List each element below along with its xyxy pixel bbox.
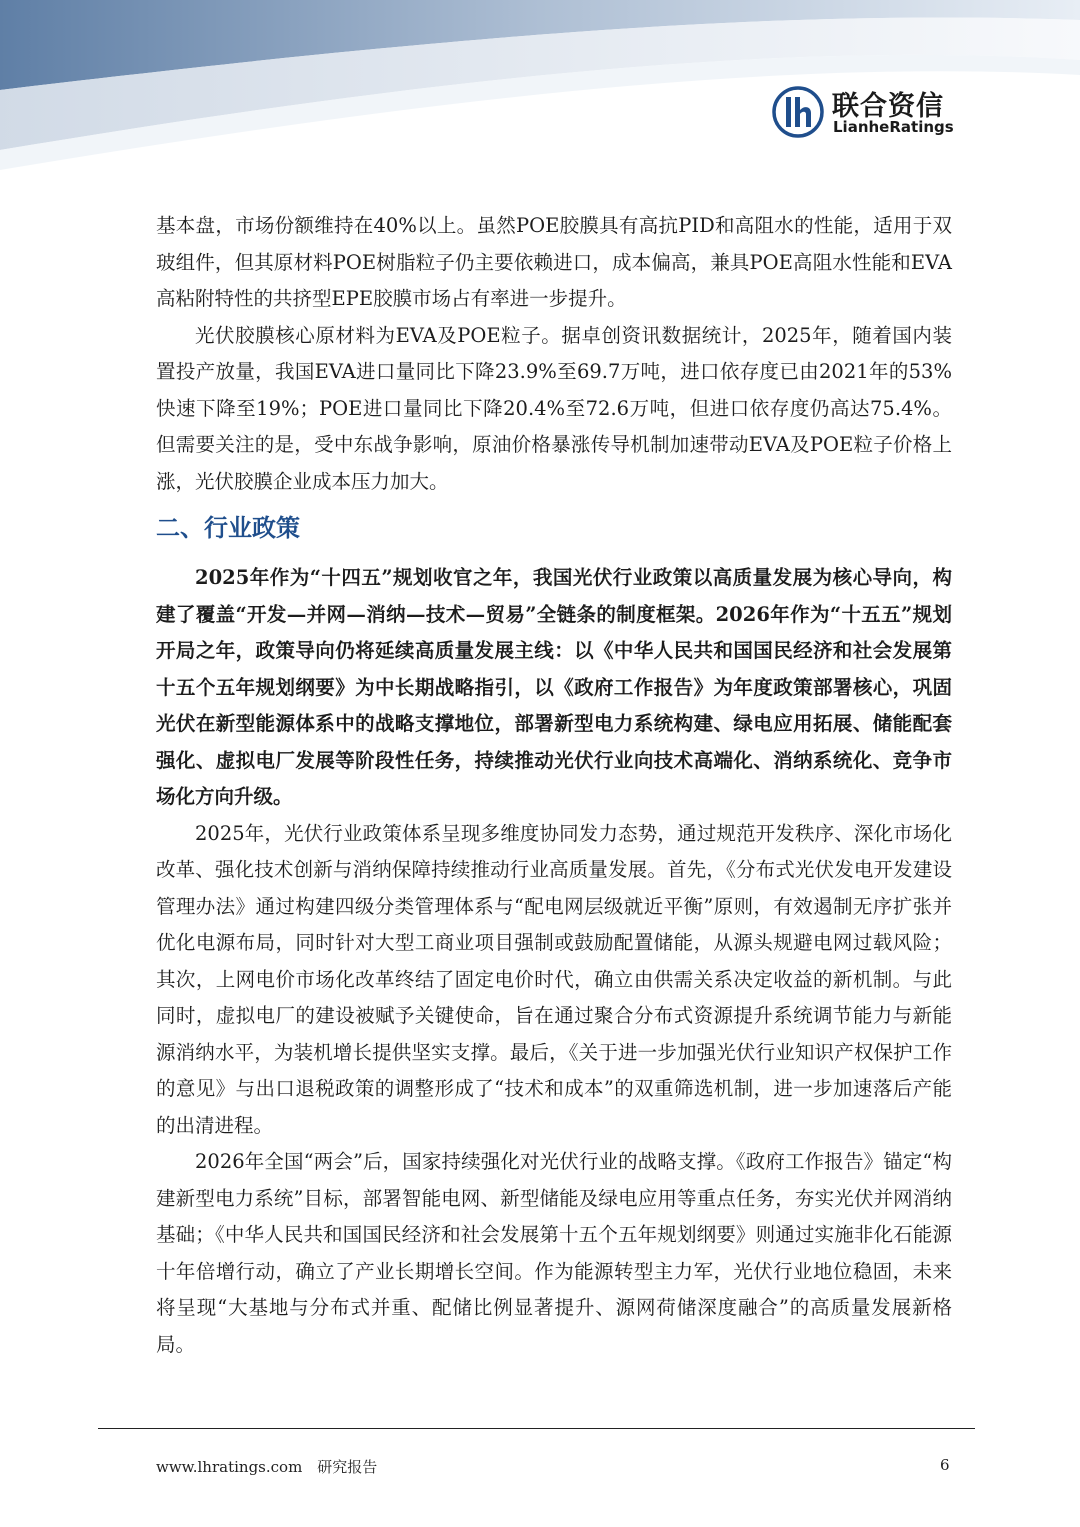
section-heading: 二、行业政策: [156, 514, 300, 542]
logo-chinese-name: 联合资信: [832, 91, 944, 122]
lianhe-logo-icon: [772, 86, 824, 138]
logo-english-name: LianheRatings: [833, 118, 954, 136]
footer-divider: [98, 1428, 975, 1429]
paragraph-5: 2026年全国“两会”后，国家持续强化对光伏行业的战略支撑。《政府工作报告》锚定“构建新型电力系统”目标，部署智能电网、新型储能及绿电应用等重点任务，夯实光伏并网消纳基础；《中华人民共和国国民经济和社会发展第十五个五年规划纲要》则通过实施非化石能源十年倍增行动，确立了产业长期增长空间。作为能源转型主力军，光伏行业地位稳固，未来将呈现“大基地与分布式并重、配储比例显著提升、源网荷储深度融合”的高质量发展新格局。: [156, 1150, 952, 1356]
paragraph-2: 光伏胶膜核心原材料为EVA及POE粒子。据卓创资讯数据统计，2025年，随着国内装置投产放量，我国EVA进口量同比下降23.9%至69.7万吨，进口依存度已由2021年的53%快速下降至19%；POE进口量同比下降20.4%至72.6万吨，但进口依存度仍高达75.4%。但需要关注的是，受中东战争影响，原油价格暴涨传导机制加速带动EVA及POE粒子价格上涨，光伏胶膜企业成本压力加大。: [156, 323, 952, 493]
company-logo: [772, 84, 962, 144]
report-body: [156, 208, 952, 1363]
footer-website: www.lhratings.com 研究报告: [156, 1458, 378, 1476]
page-number: 6: [940, 1456, 950, 1474]
paragraph-4: 2025年，光伏行业政策体系呈现多维度协同发力态势，通过规范开发秩序、深化市场化改革、强化技术创新与消纳保障持续推动行业高质量发展。首先，《分布式光伏发电开发建设管理办法》通过构建四级分类管理体系与“配电网层级就近平衡”原则，有效遏制无序扩张并优化电源布局，同时针对大型工商业项目强制或鼓励配置储能，从源头规避电网过载风险；其次，上网电价市场化改革终结了固定电价时代，确立由供需关系决定收益的新机制。与此同时，虚拟电厂的建设被赋予关键使命，旨在通过聚合分布式资源提升系统调节能力与新能源消纳水平，为装机增长提供坚实支撑。最后，《关于进一步加强光伏行业知识产权保护工作的意见》与出口退税政策的调整形成了“技术和成本”的双重筛选机制，进一步加速落后产能的出清进程。: [156, 821, 952, 1137]
paragraph-1: 基本盘，市场份额维持在40%以上。虽然POE胶膜具有高抗PID和高阻水的性能，适用于双玻组件，但其原材料POE树脂粒子仍主要依赖进口，成本偏高，兼具POE高阻水性能和EVA高粘附特性的共挤型EPE胶膜市场占有率进一步提升。: [156, 214, 952, 310]
paragraph-3-summary: 2025年作为“十四五”规划收官之年，我国光伏行业政策以高质量发展为核心导向，构建了覆盖“开发—并网—消纳—技术—贸易”全链条的制度框架。2026年作为“十五五”规划开局之年，政策导向仍将延续高质量发展主线：以《中华人民共和国国民经济和社会发展第十五个五年规划纲要》为中长期战略指引，以《政府工作报告》为年度政策部署核心，巩固光伏在新型能源体系中的战略支撑地位，部署新型电力系统构建、绿电应用拓展、储能配套强化、虚拟电厂发展等阶段性任务，持续推动光伏行业向技术高端化、消纳系统化、竞争市场化方向升级。: [156, 566, 952, 808]
